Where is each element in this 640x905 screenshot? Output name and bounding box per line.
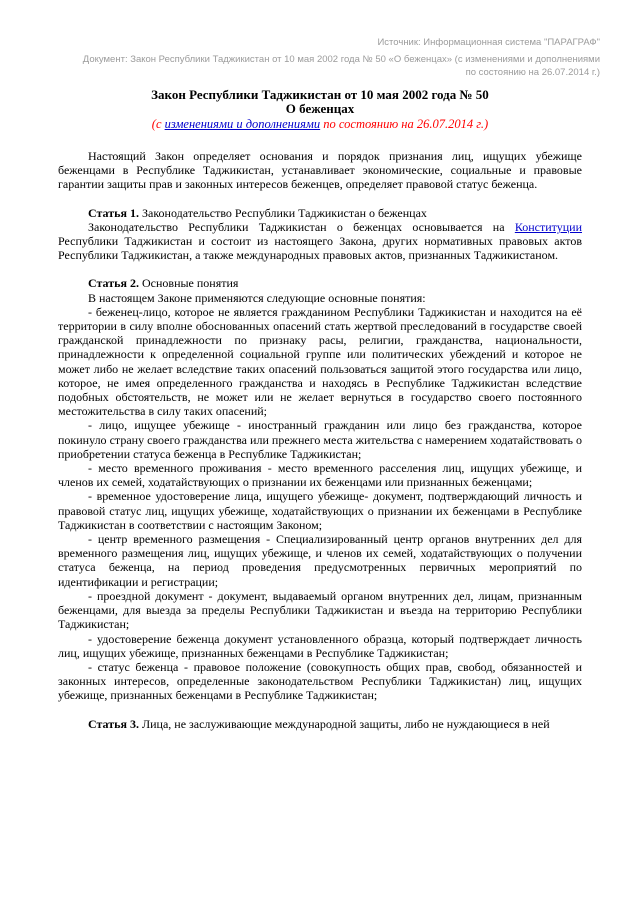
article-3-title: Лица, не заслуживающие международной защиты, либо не нуждающиеся в ней bbox=[138, 716, 550, 731]
article-1-heading bbox=[58, 206, 582, 220]
article-3-heading bbox=[58, 717, 582, 731]
document-meta-header bbox=[70, 0, 600, 79]
definition-item: - центр временного размещения - Специализированный центр органов внутренних дел для временного размещения лиц, ищущих убежище, и членов их семей, ходатайствующих о получении статуса беженца, на период проведения предусмотренных первичных мероприятий по идентификации и регистрации; bbox=[58, 532, 582, 589]
article-1-text-before-link: Законодательство Республики Таджикистан о беженцах основывается на bbox=[88, 219, 515, 234]
article-2-number: Статья 2. bbox=[88, 276, 139, 291]
definition-item: - временное удостоверение лица, ищущего убежище- документ, подтверждающий личность и правовой статус лиц, ищущих убежище, ходатайствующих о признании их беженцами в Республике Таджикистан в соответствии с настоящим Законом; bbox=[58, 489, 582, 532]
article-2-title: Основные понятия bbox=[138, 276, 239, 291]
article-1 bbox=[58, 206, 582, 263]
article-1-title: Законодательство Республики Таджикистан о беженцах bbox=[138, 205, 427, 220]
document-title: Закон Республики Таджикистан от 10 мая 2002 года № 50 bbox=[151, 87, 489, 102]
intro-paragraph: Настоящий Закон определяет основания и порядок признания лиц, ищущих убежище беженцами в Республике Таджикистан, устанавливает экономические, социальные и правовые гарантии защиты прав и законных интересов беженцев, определяет правовой статус беженца. bbox=[58, 149, 582, 192]
definition-item: - беженец-лицо, которое не является гражданином Республики Таджикистан и находится на её территории в силу вполне обоснованных опасений стать жертвой преследований в государстве своей гражданской принадлежности по признаку расы, религии, гражданства, национальности, принадлежности к определенной социальной группе или политических убеждений и которое не может либо не желает вследствие таких опасений пользоваться защитой этого государства или лицо, которое, не имея определенного гражданства и находясь в Республике Таджикистан вследствие подобных обстоятельств, не может или не желает вернуться в государство своего постоянного местожительства в силу таких опасений; bbox=[58, 304, 582, 419]
article-1-number: Статья 1. bbox=[88, 205, 139, 220]
title-block bbox=[0, 88, 640, 131]
definition-item: - статус беженца - правовое положение (совокупность общих прав, свобод, обязанностей и законных интересов, определенные законодательством Республики Таджикистан) лиц, ищущих убежище, признанных беженцами в Республике Таджикистан; bbox=[58, 659, 582, 703]
constitution-link[interactable]: Конституции bbox=[514, 219, 582, 234]
amendment-note bbox=[0, 117, 640, 131]
definition-item: - лицо, ищущее убежище - иностранный гражданин или лицо без гражданства, которое покинуло страну своего гражданства или прежнего места жительства с намерением ходатайствовать о приобретении статуса беженца в Республике Таджикистан; bbox=[58, 418, 582, 461]
document-ref-line: Документ: Закон Республики Таджикистан от 10 мая 2002 года № 50 «О беженцах» (с изменениями и дополнениями по состоянию на 26.07.2014 г.) bbox=[82, 54, 600, 78]
source-line: Источник: Информационная система "ПАРАГРАФ" bbox=[377, 37, 600, 48]
article-2-heading bbox=[58, 276, 582, 290]
article-2-lead: В настоящем Законе применяются следующие основные понятия: bbox=[88, 290, 426, 305]
article-3-number: Статья 3. bbox=[88, 716, 139, 731]
article-2 bbox=[58, 276, 582, 702]
amendment-suffix: по состоянию на 26.07.2014 г.) bbox=[320, 117, 489, 131]
amendments-link[interactable]: изменениями и дополнениями bbox=[164, 117, 321, 131]
document-subtitle: О беженцах bbox=[285, 101, 355, 116]
definition-item: - место временного проживания - место временного расселения лиц, ищущих убежище, и членов их семей, ходатайствующих о признании их беженцами или признанных беженцами; bbox=[58, 461, 582, 490]
article-3 bbox=[58, 717, 582, 731]
document-body bbox=[58, 149, 582, 731]
definition-item: - удостоверение беженца документ установленного образца, который подтверждает личность лиц, ищущих убежище, признанных беженцами в Республике Таджикистан; bbox=[58, 631, 582, 660]
amendment-prefix: (с bbox=[151, 117, 165, 131]
article-1-text-after-link: Республики Таджикистан и состоит из настоящего Закона, других нормативных правовых актов Республики Таджикистан, а также международных правовых актов, признанных Таджикистаном. bbox=[58, 234, 582, 263]
article-1-paragraph bbox=[58, 220, 582, 263]
definition-item: - проездной документ - документ, выдаваемый органом внутренних дел, лицам, признанным беженцами, для выезда за пределы Республики Таджикистан и въезда на территорию Республики Таджикистан; bbox=[58, 588, 582, 632]
